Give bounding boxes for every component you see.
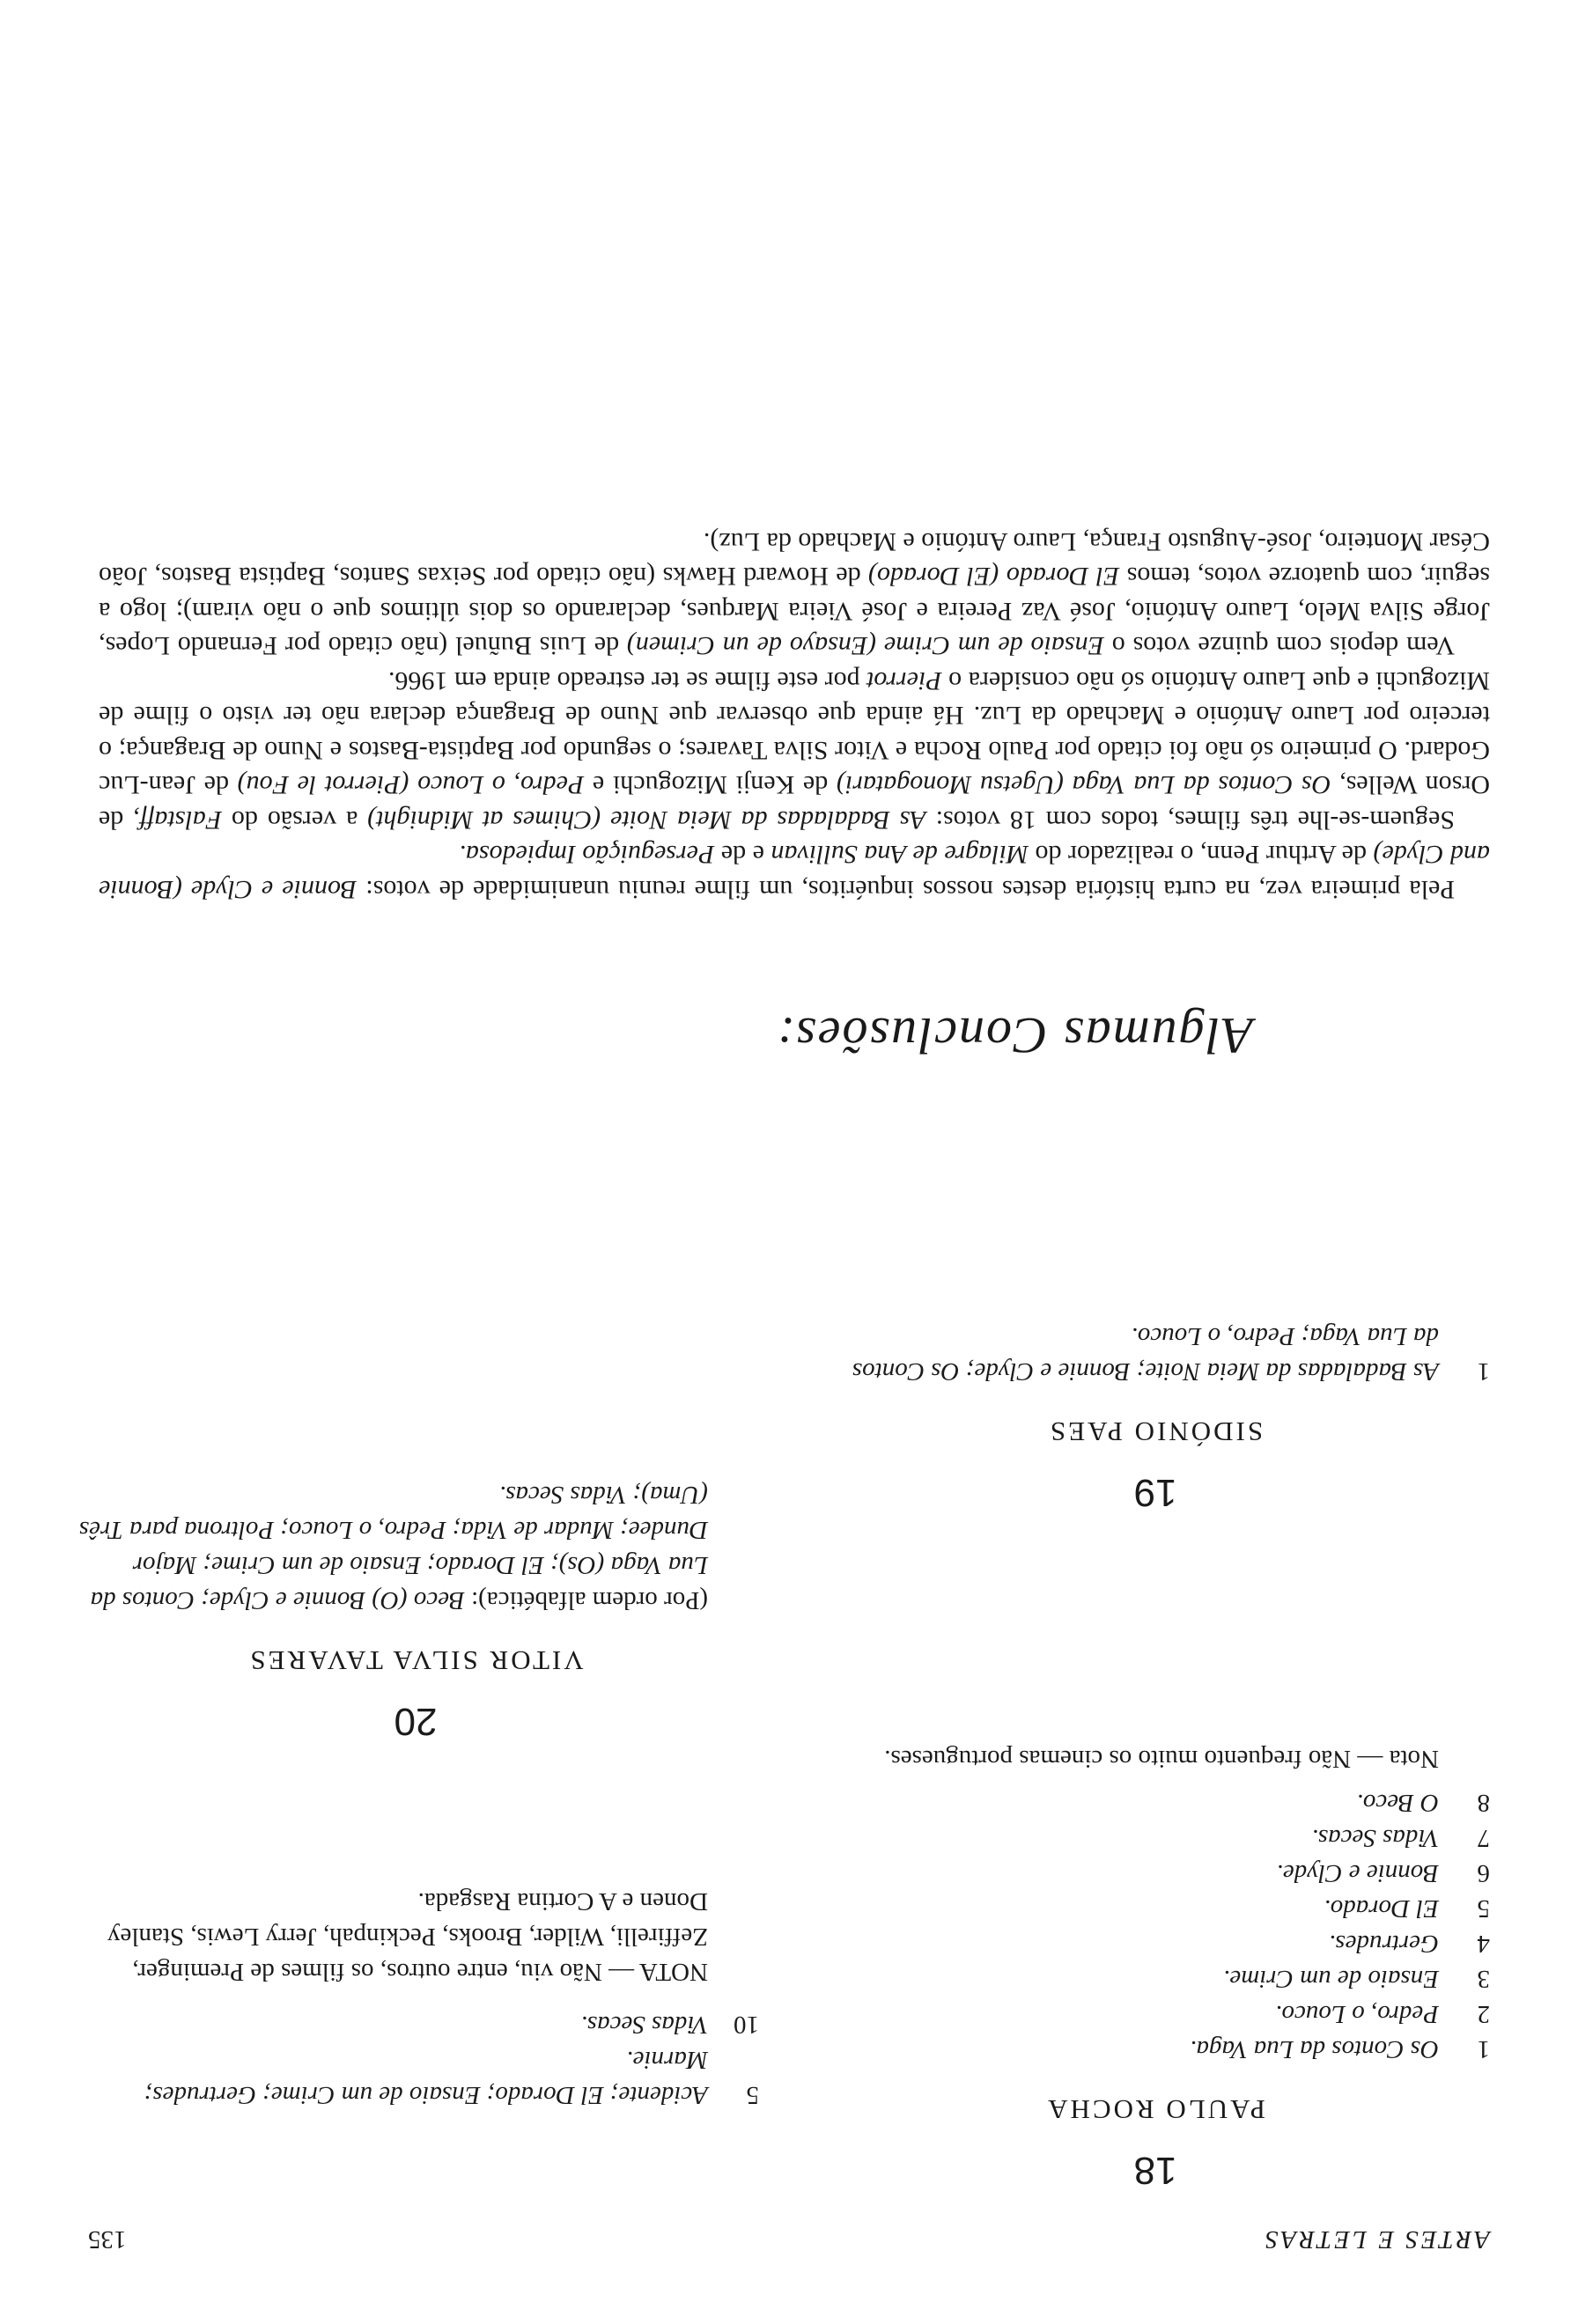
entry-19	[821, 1319, 1490, 1514]
ranking-list	[821, 1319, 1490, 1389]
paragraph: Vem depois com quinze votos o Ensaio de um Crime (Ensayo de un Crimen) de Luis Buñuel (não citado por Fernando Lopes, Jorge Silva Melo, Lauro António, José Vaz Pereira e José Vieira Marques, declarando os dois últimos que o não viram); logo a seguir, com quatorze votos, temos El Dorado (El Dorado) de Howard Hawks (não citado por Seixas Santos, Baptista Bastos, João César Monteiro, José-Augusto França, Lauro António e Machado da Luz).	[99, 527, 1490, 661]
list-item: 5 El Dorado.	[1324, 1894, 1490, 1923]
entry-continuation	[72, 1884, 759, 2113]
entry-note: Nota — Não frequento muito os cinemas portugueses.	[884, 1745, 1439, 1773]
entry-number: 19	[1133, 1471, 1177, 1514]
entry-text: (Por ordem alfabética): Beco (O) Bonnie e Clyde; Contos da Lua Vaga (Os); El Dorado; Ensaio de um Crime; Major Dundee; Mudar de Vida; Pedro, o Louco; Poltrona para Três (Uma); Vidas Secas.	[78, 1481, 708, 1614]
list-item: 3 Ensaio de um Crime.	[1223, 1965, 1490, 1993]
entry-name: SIDÓNIO PAES	[1047, 1416, 1264, 1447]
page-number: 135	[88, 2225, 127, 2254]
body-text	[99, 525, 1490, 908]
list-item: 4 Gertrudes.	[1329, 1930, 1490, 1958]
list-item: 7 Vidas Secas.	[1311, 1824, 1490, 1852]
ranking-list	[72, 2007, 759, 2113]
entry-number: 20	[394, 1700, 438, 1743]
list-item: 5 Acidente; El Dorado; Ensaio de um Crime; Gertrudes; Marnie.	[144, 2046, 759, 2109]
list-item: 10 Vidas Secas.	[580, 2011, 759, 2039]
paragraph: Pela primeira vez, na curta história destes nossos inquéritos, um filme reuniu unanimidade de votos: Bonnie e Clyde (Bonnie and Clyde) de Arthur Penn, o realizador do Milagre de Ana Sullivan e de Perseguição Impiedosa.	[99, 840, 1490, 904]
entry-18	[821, 1741, 1490, 2192]
list-item: 8 O Beco.	[1356, 1789, 1490, 1817]
entry-20	[72, 1477, 759, 1743]
list-item: 1 As Badaladas da Meia Noite; Bonnie e Clyde; Os Contos da Lua Vaga; Pedro, o Louco.	[852, 1322, 1490, 1386]
running-title: ARTES E LETRAS	[1263, 2225, 1490, 2254]
list-item: 2 Pedro, o Louco.	[1275, 2000, 1490, 2028]
list-item: 1 Os Contos da Lua Vaga.	[1190, 2035, 1490, 2063]
section-heading: Algumas Conclusões:	[775, 1007, 1254, 1064]
entry-name: VITOR SILVA TAVARES	[247, 1645, 584, 1676]
entry-number: 18	[1133, 2149, 1177, 2192]
entry-note: NOTA — Não viu, entre outros, os filmes de Preminger, Zeffirelli, Wilder, Brooks, Peckinpah, Jerry Lewis, Stanley Donen e A Cortina Rasgada.	[107, 1887, 708, 1986]
list-item: 6 Bonnie e Clyde.	[1276, 1859, 1490, 1887]
ranking-list	[821, 1785, 1490, 2067]
running-header	[88, 2225, 1490, 2254]
paragraph: Seguem-se-lhe três filmes, todos com 18 votos: As Badaladas da Meia Noite (Chimes at Midnight) a versão do Falstaff, de Orson Welles, Os Contos da Lua Vaga (Ugetsu Monogatari) de Kenji Mizoguchi e Pedro, o Louco (Pierrot le Fou) de Jean-Luc Godard. O primeiro só não foi citado por Paulo Rocha e Vitor Silva Tavares; o segundo por Baptista-Bastos e Nuno de Bragança; o terceiro por Lauro António e Machado da Luz. Há ainda que observar que Nuno de Bragança declara não ter visto o filme de Mizoguchi e que Lauro António só não considera o Pierrot por este filme se ter estreado ainda em 1966.	[98, 666, 1490, 835]
entry-name: PAULO ROCHA	[1045, 2094, 1265, 2125]
